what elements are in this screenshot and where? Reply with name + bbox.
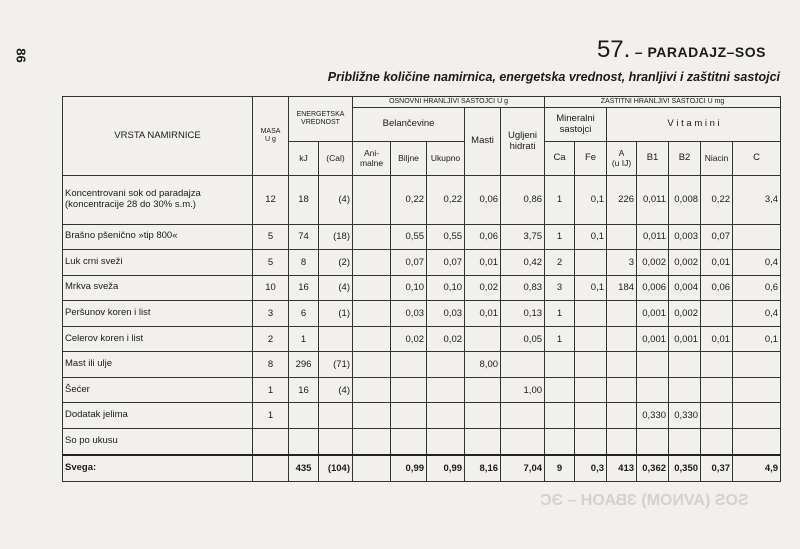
cell-protein-total [427,428,465,454]
cell-animal [353,301,391,327]
cell-animal [353,176,391,225]
cell-carbs: 0,42 [501,250,545,276]
cell-b2 [669,377,701,403]
header-plant: Biljne [391,142,427,176]
cell-name: Dodatak jelima [63,403,253,429]
cell-fat: 0,06 [465,176,501,225]
cell-b1: 0,001 [637,326,669,352]
cell-c [733,377,781,403]
cell-fat: 0,02 [465,275,501,301]
cell-carbs: 3,75 [501,224,545,250]
cell-plant: 0,55 [391,224,427,250]
cell-kj: 16 [289,275,319,301]
cell-b1 [637,352,669,378]
cell-kj: 6 [289,301,319,327]
cell-b1: 0,011 [637,224,669,250]
cell-cal [319,428,353,454]
cell-fe [575,352,607,378]
total-row [63,455,781,482]
cell-kj: 435 [289,455,319,482]
cell-animal [353,224,391,250]
cell-carbs: 0,86 [501,176,545,225]
header-energy: ENERGETSKA VREDNOST [289,97,353,142]
cell-protein-total: 0,02 [427,326,465,352]
cell-b1: 0,362 [637,455,669,482]
cell-animal [353,250,391,276]
cell-vit-a: 226 [607,176,637,225]
cell-animal [353,403,391,429]
cell-carbs: 7,04 [501,455,545,482]
cell-mass: 1 [253,403,289,429]
cell-c: 4,9 [733,455,781,482]
cell-carbs: 0,05 [501,326,545,352]
cell-fe [575,403,607,429]
table-row [63,428,781,454]
header-b1: B1 [637,142,669,176]
cell-cal: (4) [319,377,353,403]
cell-niacin [701,352,733,378]
cell-name: Mrkva sveža [63,275,253,301]
cell-fat [465,403,501,429]
table-row [63,224,781,250]
cell-c [733,428,781,454]
cell-kj [289,403,319,429]
cell-fe [575,301,607,327]
header-proteins: Belančevine [353,108,465,142]
table-row [63,352,781,378]
cell-b2: 0,001 [669,326,701,352]
cell-niacin [701,403,733,429]
cell-fe [575,250,607,276]
cell-plant [391,428,427,454]
cell-b2 [669,428,701,454]
header-kj: kJ [289,142,319,176]
header-item: VRSTA NAMIRNICE [63,97,253,176]
cell-animal [353,275,391,301]
cell-b2 [669,352,701,378]
cell-animal [353,326,391,352]
cell-plant: 0,03 [391,301,427,327]
recipe-number: 57. [596,36,631,63]
cell-carbs: 1,00 [501,377,545,403]
cell-name: Celerov koren i list [63,326,253,352]
cell-mass [253,455,289,482]
header-protective-nutrients: ZAŠTITNI HRANLJIVI SASTOJCI U mg [545,97,781,108]
cell-carbs [501,403,545,429]
cell-cal: (71) [319,352,353,378]
cell-c: 0,4 [733,301,781,327]
cell-b1: 0,002 [637,250,669,276]
cell-b2: 0,350 [669,455,701,482]
cell-fe [575,377,607,403]
cell-b2: 0,002 [669,301,701,327]
cell-plant: 0,07 [391,250,427,276]
cell-niacin: 0,37 [701,455,733,482]
cell-niacin: 0,06 [701,275,733,301]
cell-mass: 12 [253,176,289,225]
cell-cal: (18) [319,224,353,250]
cell-cal [319,326,353,352]
cell-b1: 0,011 [637,176,669,225]
cell-niacin: 0,22 [701,176,733,225]
header-c: C [733,142,781,176]
cell-mass: 10 [253,275,289,301]
cell-name: Svega: [63,455,253,482]
header-mass: MASA U g [253,97,289,176]
cell-ca: 1 [545,326,575,352]
cell-mass: 5 [253,250,289,276]
table-row [63,275,781,301]
header-basic-nutrients: OSNOVNI HRANLJIVI SASTOJCI U g [353,97,545,108]
cell-vit-a [607,326,637,352]
cell-kj: 296 [289,352,319,378]
cell-fe: 0,1 [575,176,607,225]
cell-niacin: 0,01 [701,326,733,352]
table-body [63,176,781,482]
cell-plant: 0,02 [391,326,427,352]
cell-b1: 0,330 [637,403,669,429]
cell-fat: 8,16 [465,455,501,482]
cell-carbs [501,428,545,454]
cell-mass: 8 [253,352,289,378]
header-animal: Ani- malne [353,142,391,176]
cell-b2: 0,330 [669,403,701,429]
cell-fat: 0,01 [465,250,501,276]
cell-kj: 74 [289,224,319,250]
table-row [63,301,781,327]
cell-ca: 9 [545,455,575,482]
header-fe: Fe [575,142,607,176]
header-cal: (Cal) [319,142,353,176]
cell-b2: 0,003 [669,224,701,250]
cell-carbs: 0,13 [501,301,545,327]
cell-fe: 0,1 [575,224,607,250]
cell-protein-total [427,377,465,403]
recipe-name: – PARADAJZ–SOS [634,44,766,60]
cell-ca [545,403,575,429]
cell-fe: 0,3 [575,455,607,482]
cell-cal: (4) [319,176,353,225]
cell-niacin: 0,07 [701,224,733,250]
cell-ca: 3 [545,275,575,301]
page-number: 86 [13,48,29,63]
cell-name: Luk crni sveži [63,250,253,276]
cell-kj: 1 [289,326,319,352]
cell-ca: 1 [545,176,575,225]
cell-c: 0,1 [733,326,781,352]
cell-cal: (2) [319,250,353,276]
cell-ca: 1 [545,301,575,327]
cell-cal: (1) [319,301,353,327]
cell-vit-a: 3 [607,250,637,276]
bleed-through-text: SOS (AVNOM) ЗВАОН – ЭС [540,492,749,509]
cell-fat [465,326,501,352]
cell-fat: 8,00 [465,352,501,378]
cell-b2: 0,002 [669,250,701,276]
cell-plant [391,352,427,378]
cell-protein-total [427,352,465,378]
cell-carbs [501,352,545,378]
cell-mass: 5 [253,224,289,250]
cell-vit-a [607,224,637,250]
cell-protein-total: 0,55 [427,224,465,250]
cell-vit-a [607,377,637,403]
cell-b1: 0,006 [637,275,669,301]
cell-ca: 1 [545,224,575,250]
cell-cal [319,403,353,429]
cell-mass [253,428,289,454]
cell-vit-a [607,301,637,327]
cell-protein-total: 0,99 [427,455,465,482]
cell-fe [575,428,607,454]
cell-niacin [701,428,733,454]
cell-kj [289,428,319,454]
cell-c [733,352,781,378]
header-ca: Ca [545,142,575,176]
cell-name: Koncentrovani sok od paradajza (koncentracije 28 do 30% s.m.) [63,176,253,225]
table-row [63,176,781,225]
cell-b2: 0,008 [669,176,701,225]
cell-fe [575,326,607,352]
cell-plant: 0,10 [391,275,427,301]
cell-animal [353,377,391,403]
header-b2: B2 [669,142,701,176]
cell-b1 [637,428,669,454]
cell-ca: 2 [545,250,575,276]
cell-c [733,403,781,429]
cell-niacin [701,377,733,403]
table-row [63,377,781,403]
table-subtitle: Približne količine namirnica, energetska vrednost, hranljivi i zaštitni sastojci [327,70,780,84]
cell-mass: 1 [253,377,289,403]
cell-c [733,224,781,250]
table-row [63,326,781,352]
cell-name: So po ukusu [63,428,253,454]
cell-ca [545,377,575,403]
cell-b1 [637,377,669,403]
nutrition-table [62,96,781,482]
cell-animal [353,352,391,378]
header-minerals: Mineralni sastojci [545,108,607,142]
cell-fe: 0,1 [575,275,607,301]
cell-niacin: 0,01 [701,250,733,276]
header-fats: Masti [465,108,501,176]
cell-ca [545,352,575,378]
cell-protein-total: 0,10 [427,275,465,301]
cell-cal: (104) [319,455,353,482]
cell-mass: 3 [253,301,289,327]
table-row [63,403,781,429]
cell-fat [465,428,501,454]
cell-c: 0,6 [733,275,781,301]
cell-kj: 18 [289,176,319,225]
cell-vit-a: 413 [607,455,637,482]
cell-c: 0,4 [733,250,781,276]
cell-protein-total: 0,07 [427,250,465,276]
cell-name: Brašno pšenično »tip 800« [63,224,253,250]
cell-kj: 8 [289,250,319,276]
header-niacin: Niacin [701,142,733,176]
header-carbs: Ugljeni hidrati [501,108,545,176]
cell-carbs: 0,83 [501,275,545,301]
cell-c: 3,4 [733,176,781,225]
cell-plant [391,377,427,403]
cell-plant: 0,22 [391,176,427,225]
cell-name: Šećer [63,377,253,403]
cell-name: Peršunov koren i list [63,301,253,327]
cell-protein-total: 0,03 [427,301,465,327]
cell-plant [391,403,427,429]
cell-b1: 0,001 [637,301,669,327]
cell-animal [353,455,391,482]
cell-protein-total [427,403,465,429]
header-vit-a: A (u IJ) [607,142,637,176]
cell-b2: 0,004 [669,275,701,301]
cell-mass: 2 [253,326,289,352]
cell-vit-a [607,352,637,378]
cell-cal: (4) [319,275,353,301]
cell-kj: 16 [289,377,319,403]
cell-ca [545,428,575,454]
cell-plant: 0,99 [391,455,427,482]
cell-fat: 0,06 [465,224,501,250]
header-protein-total: Ukupno [427,142,465,176]
table-row [63,250,781,276]
cell-protein-total: 0,22 [427,176,465,225]
cell-fat [465,377,501,403]
recipe-title [597,36,766,64]
cell-niacin [701,301,733,327]
header-vitamins: V i t a m i n i [607,108,781,142]
cell-fat: 0,01 [465,301,501,327]
cell-name: Mast ili ulje [63,352,253,378]
cell-animal [353,428,391,454]
cell-vit-a [607,428,637,454]
cell-vit-a: 184 [607,275,637,301]
cell-vit-a [607,403,637,429]
